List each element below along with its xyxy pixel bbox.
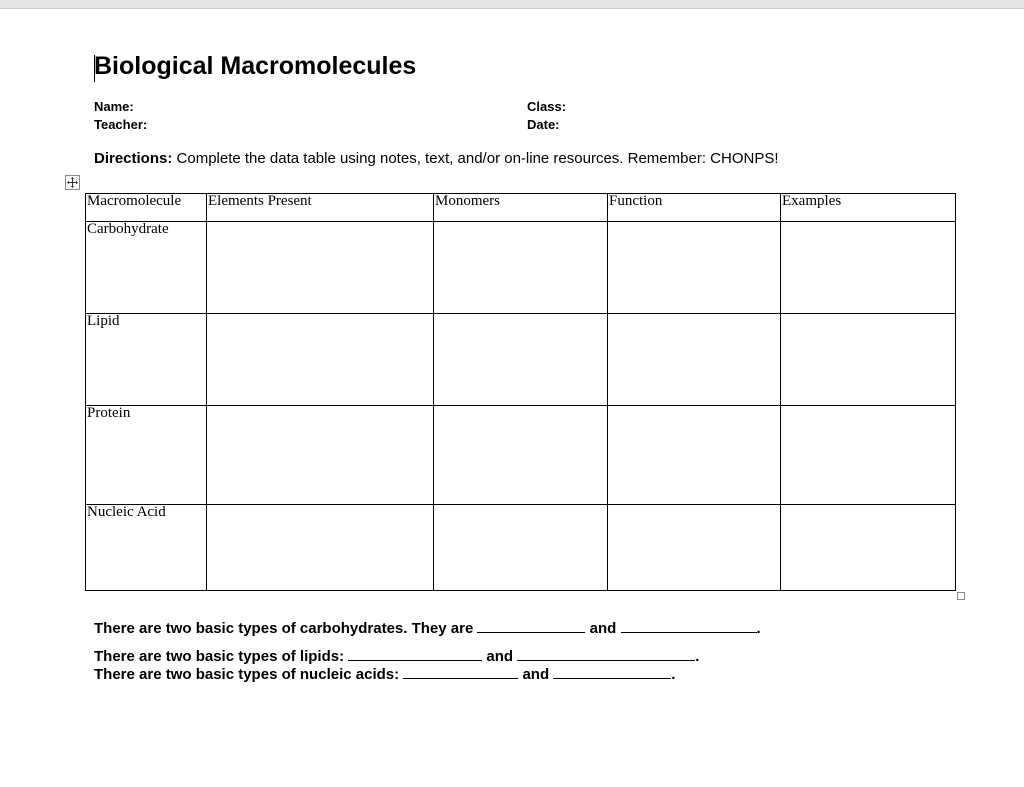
table-cell[interactable] (608, 222, 781, 314)
answer-blank[interactable] (621, 620, 757, 633)
answer-blank[interactable] (348, 648, 482, 661)
date-field-label[interactable]: Date: (527, 117, 560, 132)
directions-label: Directions: (94, 150, 173, 167)
row-label-cell[interactable]: Protein (86, 406, 207, 505)
table-cell[interactable] (434, 222, 608, 314)
table-cell[interactable] (434, 505, 608, 591)
macromolecule-data-table (85, 193, 956, 591)
move-arrows-icon (67, 177, 78, 188)
table-row (86, 314, 956, 406)
name-field-label[interactable]: Name: (94, 99, 134, 114)
question-and: and (518, 666, 554, 683)
resize-handle-icon[interactable] (957, 592, 965, 600)
carbohydrates-question[interactable] (94, 620, 761, 637)
header-cell[interactable]: Elements Present (207, 194, 434, 222)
directions-text: Complete the data table using notes, text, and/or on-line resources. Remember: CHONPS! (172, 150, 779, 167)
answer-blank[interactable] (403, 666, 518, 679)
table-cell[interactable] (207, 406, 434, 505)
nucleic-acids-question[interactable] (94, 666, 675, 683)
header-cell[interactable]: Examples (781, 194, 956, 222)
header-cell[interactable]: Macromolecule (86, 194, 207, 222)
page-title[interactable]: Biological Macromolecules (94, 52, 417, 80)
question-text: There are two basic types of nucleic acids: (94, 666, 404, 683)
table-cell[interactable] (434, 314, 608, 406)
table-cell[interactable] (781, 406, 956, 505)
question-and: and (585, 620, 621, 637)
question-text: There are two basic types of carbohydrates. They are (94, 620, 478, 637)
question-text: There are two basic types of lipids: (94, 648, 349, 665)
row-label-cell[interactable]: Lipid (86, 314, 207, 406)
table-header-row (86, 194, 956, 222)
class-field-label[interactable]: Class: (527, 99, 567, 114)
header-cell[interactable]: Function (608, 194, 781, 222)
row-label-cell[interactable]: Nucleic Acid (86, 505, 207, 591)
table-cell[interactable] (608, 406, 781, 505)
table-cell[interactable] (207, 222, 434, 314)
directions-paragraph[interactable] (94, 150, 779, 167)
answer-blank[interactable] (553, 666, 671, 679)
table-row (86, 505, 956, 591)
question-end: . (695, 648, 700, 665)
answer-blank[interactable] (517, 648, 695, 661)
question-end: . (671, 666, 676, 683)
table-cell[interactable] (608, 505, 781, 591)
header-cell[interactable]: Monomers (434, 194, 608, 222)
question-and: and (482, 648, 518, 665)
table-cell[interactable] (608, 314, 781, 406)
table-cell[interactable] (207, 314, 434, 406)
table-cell[interactable] (434, 406, 608, 505)
table-cell[interactable] (781, 222, 956, 314)
table-cell[interactable] (207, 505, 434, 591)
question-end: . (756, 620, 761, 637)
window-top-bar (0, 0, 1024, 9)
lipids-question[interactable] (94, 648, 699, 665)
table-row (86, 406, 956, 505)
table-move-handle[interactable] (65, 175, 80, 190)
table-cell[interactable] (781, 314, 956, 406)
table-row (86, 222, 956, 314)
row-label-cell[interactable]: Carbohydrate (86, 222, 207, 314)
answer-blank[interactable] (477, 620, 585, 633)
table-cell[interactable] (781, 505, 956, 591)
teacher-field-label[interactable]: Teacher: (94, 117, 148, 132)
